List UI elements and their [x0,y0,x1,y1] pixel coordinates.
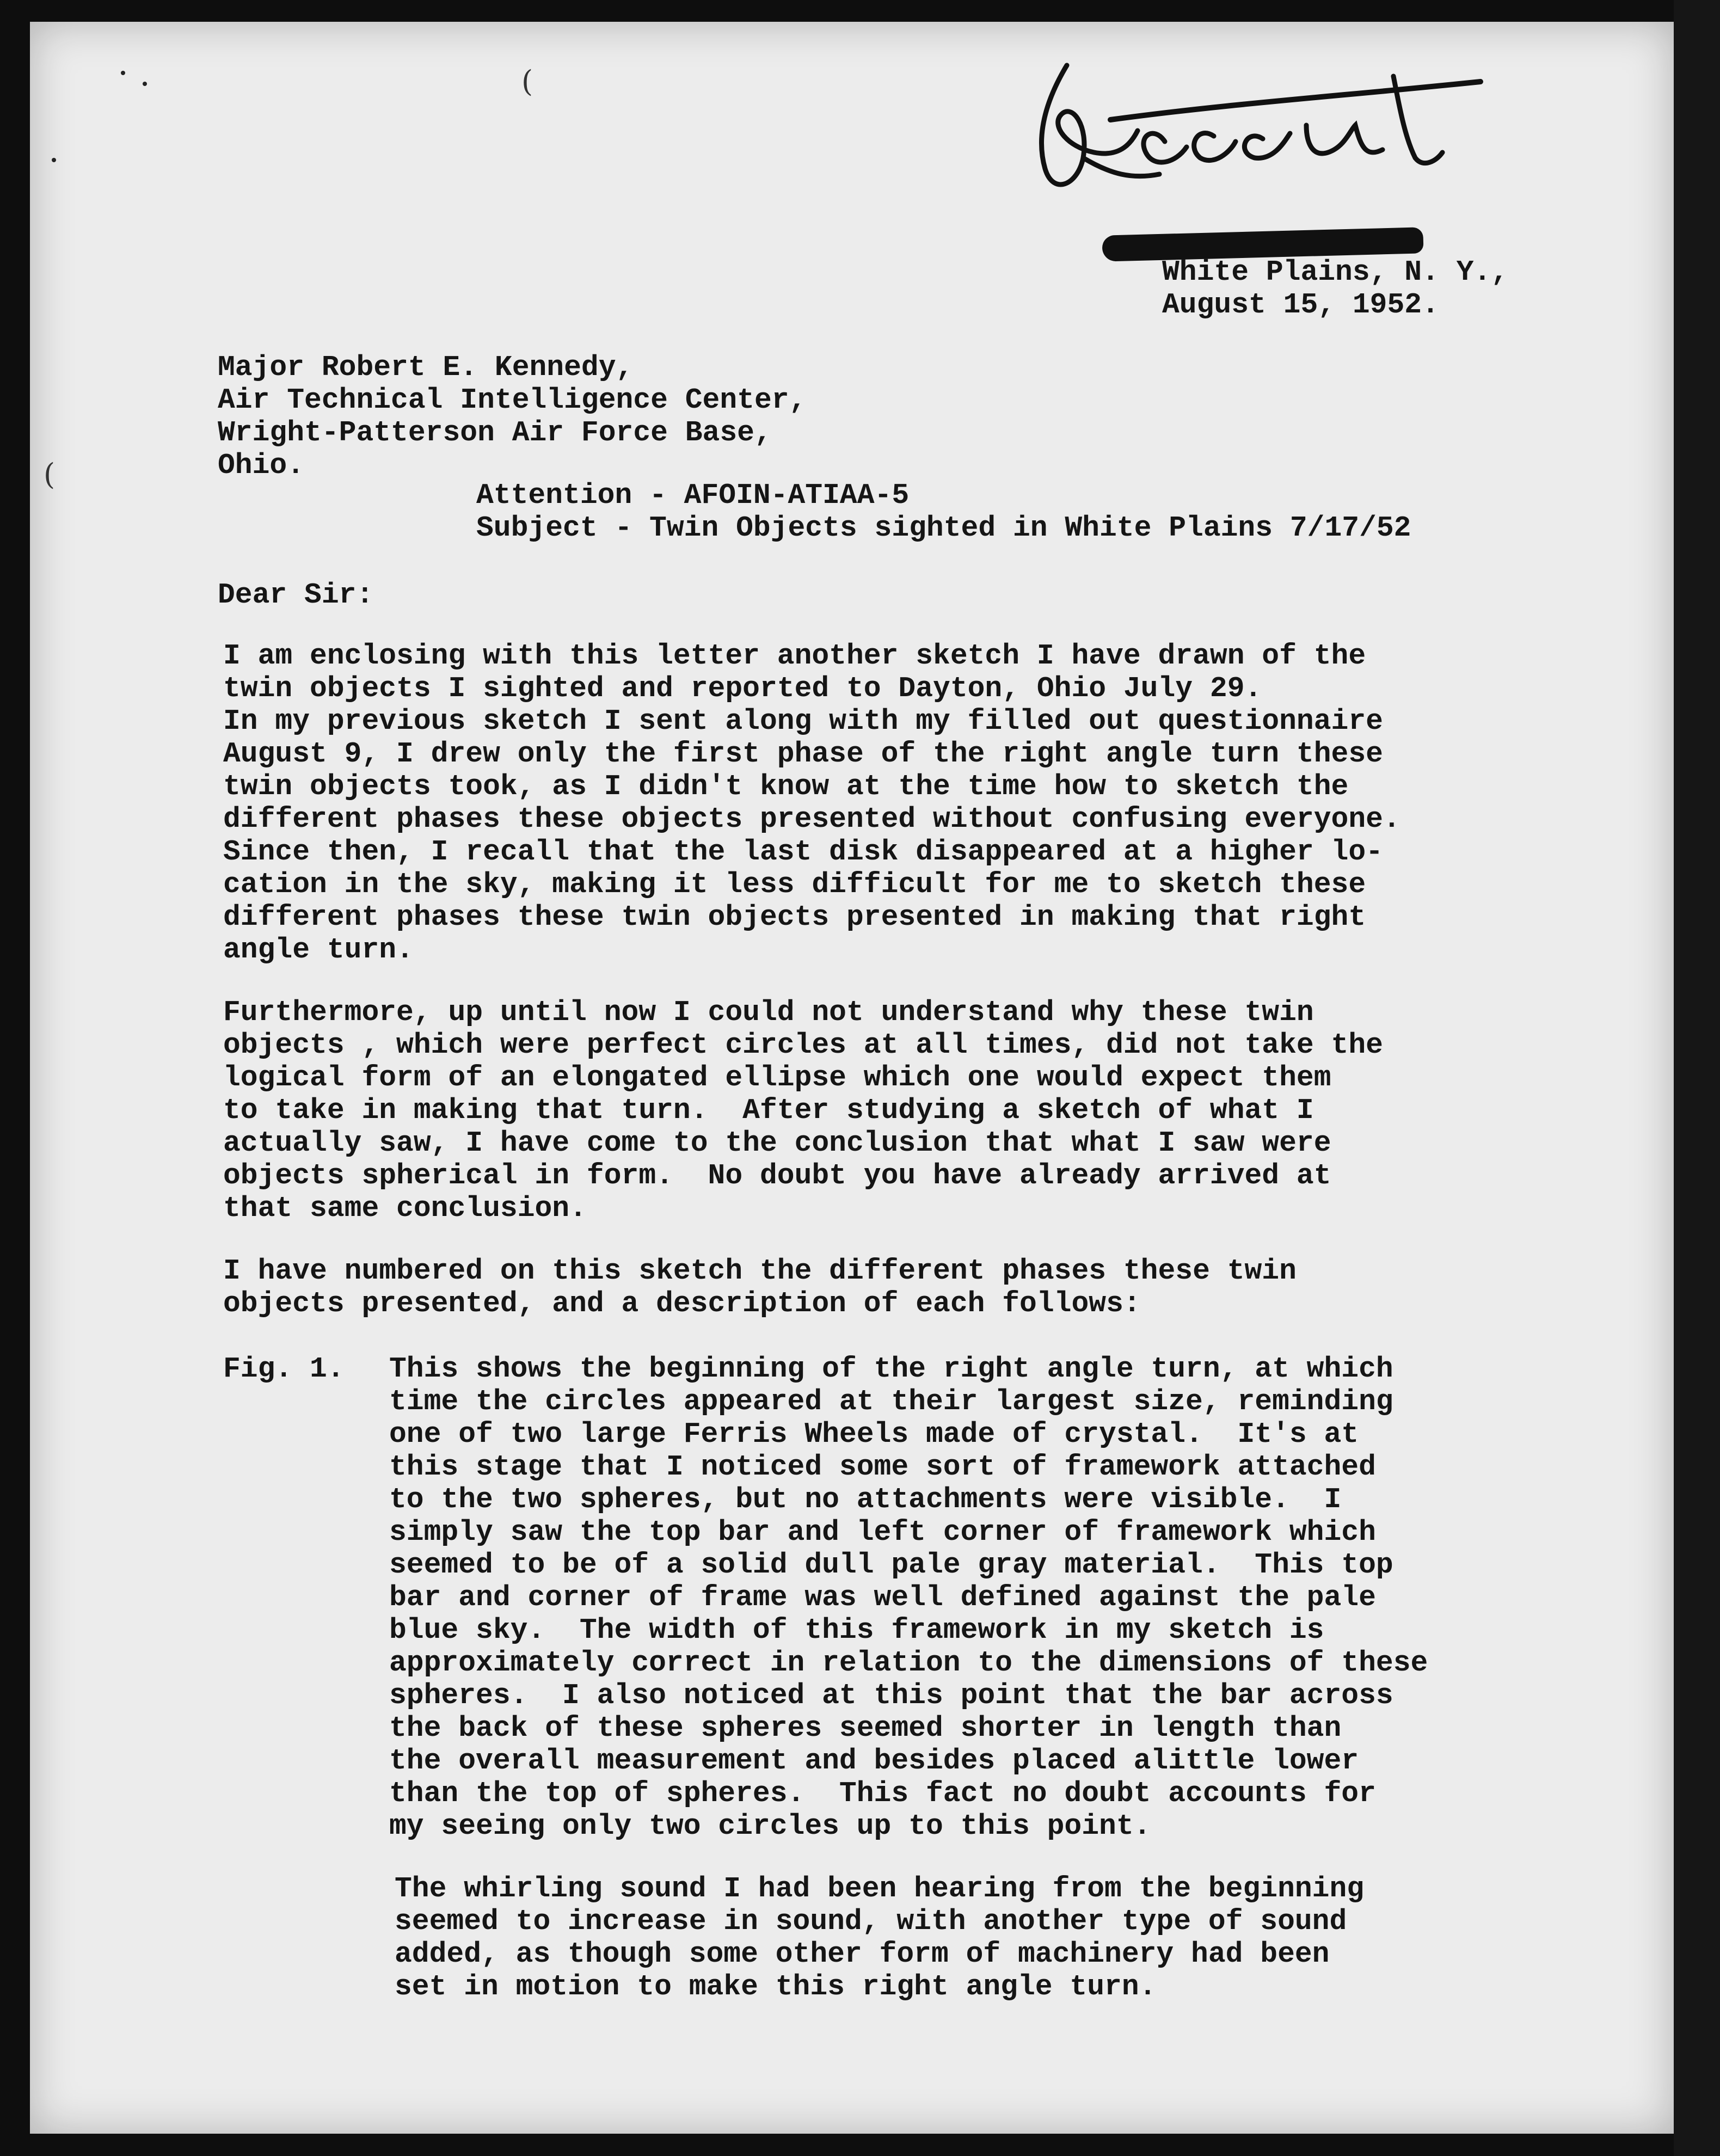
fig-line: seemed to increase in sound, with another type of sound [395,1905,1347,1938]
body-line: objects spherical in form. No doubt you have already arrived at [223,1159,1331,1192]
fig-line: the back of these spheres seemed shorter in length than [389,1712,1342,1745]
body-line: I am enclosing with this letter another sketch I have drawn of the [223,640,1366,672]
fig-line: one of two large Ferris Wheels made of crystal. It's at [389,1418,1359,1451]
handwritten-annotation [1002,44,1513,218]
addressee-line: Ohio. [218,449,305,482]
body-line: different phases these objects presented without confusing everyone. [223,803,1400,836]
letter-place: White Plains, N. Y., [1162,256,1509,288]
fig-line: The whirling sound I had been hearing from the beginning [395,1872,1365,1905]
salutation: Dear Sir: [218,579,374,611]
body-line: objects , which were perfect circles at all times, did not take the [223,1029,1383,1061]
fig-label: Fig. 1. [223,1353,345,1385]
attention-line: Attention - AFOIN-ATIAA-5 [476,479,910,512]
fig-line: my seeing only two circles up to this point. [389,1810,1151,1842]
body-line: different phases these twin objects presented in making that right [223,901,1366,933]
body-line: actually saw, I have come to the conclusion that what I saw were [223,1127,1331,1159]
body-line: twin objects I sighted and reported to Dayton, Ohio July 29. [223,672,1262,705]
body-line: Since then, I recall that the last disk disappeared at a higher lo- [223,836,1383,868]
body-line: twin objects took, as I didn't know at the time how to sketch the [223,770,1349,803]
margin-paren-left: ( [44,457,56,492]
subject-line: Subject - Twin Objects sighted in White Plains 7/17/52 [476,512,1411,544]
addressee-line: Air Technical Intelligence Center, [218,384,807,416]
fig-line: to the two spheres, but no attachments were visible. I [389,1483,1342,1516]
fig-line: set in motion to make this right angle turn. [395,1970,1157,2003]
speck [52,158,56,162]
fig-line: the overall measurement and besides placed alittle lower [389,1745,1359,1777]
speck [143,82,147,86]
body-line: August 9, I drew only the first phase of the right angle turn these [223,738,1383,770]
fig-line: bar and corner of frame was well defined against the pale [389,1581,1376,1614]
body-line: objects presented, and a description of each follows: [223,1287,1141,1320]
fig-line: blue sky. The width of this framework in my sketch is [389,1614,1324,1647]
fig-line: time the circles appeared at their largest size, reminding [389,1385,1393,1418]
fig-line: This shows the beginning of the right angle turn, at which [389,1353,1393,1385]
fig-line: approximately correct in relation to the dimensions of these [389,1647,1428,1679]
margin-paren-top: ( [521,64,533,99]
body-line: logical form of an elongated ellipse which one would expect them [223,1061,1331,1094]
body-line: In my previous sketch I sent along with my filled out questionnaire [223,705,1383,738]
letter-date: August 15, 1952. [1162,288,1439,321]
fig-line: than the top of spheres. This fact no doubt accounts for [389,1777,1376,1810]
fig-line: simply saw the top bar and left corner of framework which [389,1516,1376,1549]
fig-line: spheres. I also noticed at this point that the bar across [389,1679,1393,1712]
speck [121,71,125,75]
fig-line: this stage that I noticed some sort of framework attached [389,1451,1376,1483]
addressee-line: Wright-Patterson Air Force Base, [218,416,772,449]
fig-line: added, as though some other form of machinery had been [395,1938,1330,1970]
body-line: Furthermore, up until now I could not understand why these twin [223,996,1314,1029]
body-line: angle turn. [223,933,414,966]
addressee-line: Major Robert E. Kennedy, [218,351,634,384]
body-line: that same conclusion. [223,1192,587,1225]
fig-line: seemed to be of a solid dull pale gray material. This top [389,1549,1393,1581]
scan-border [1674,0,1720,2156]
body-line: to take in making that turn. After studying a sketch of what I [223,1094,1314,1127]
body-line: I have numbered on this sketch the different phases these twin [223,1255,1297,1287]
body-line: cation in the sky, making it less difficult for me to sketch these [223,868,1366,901]
